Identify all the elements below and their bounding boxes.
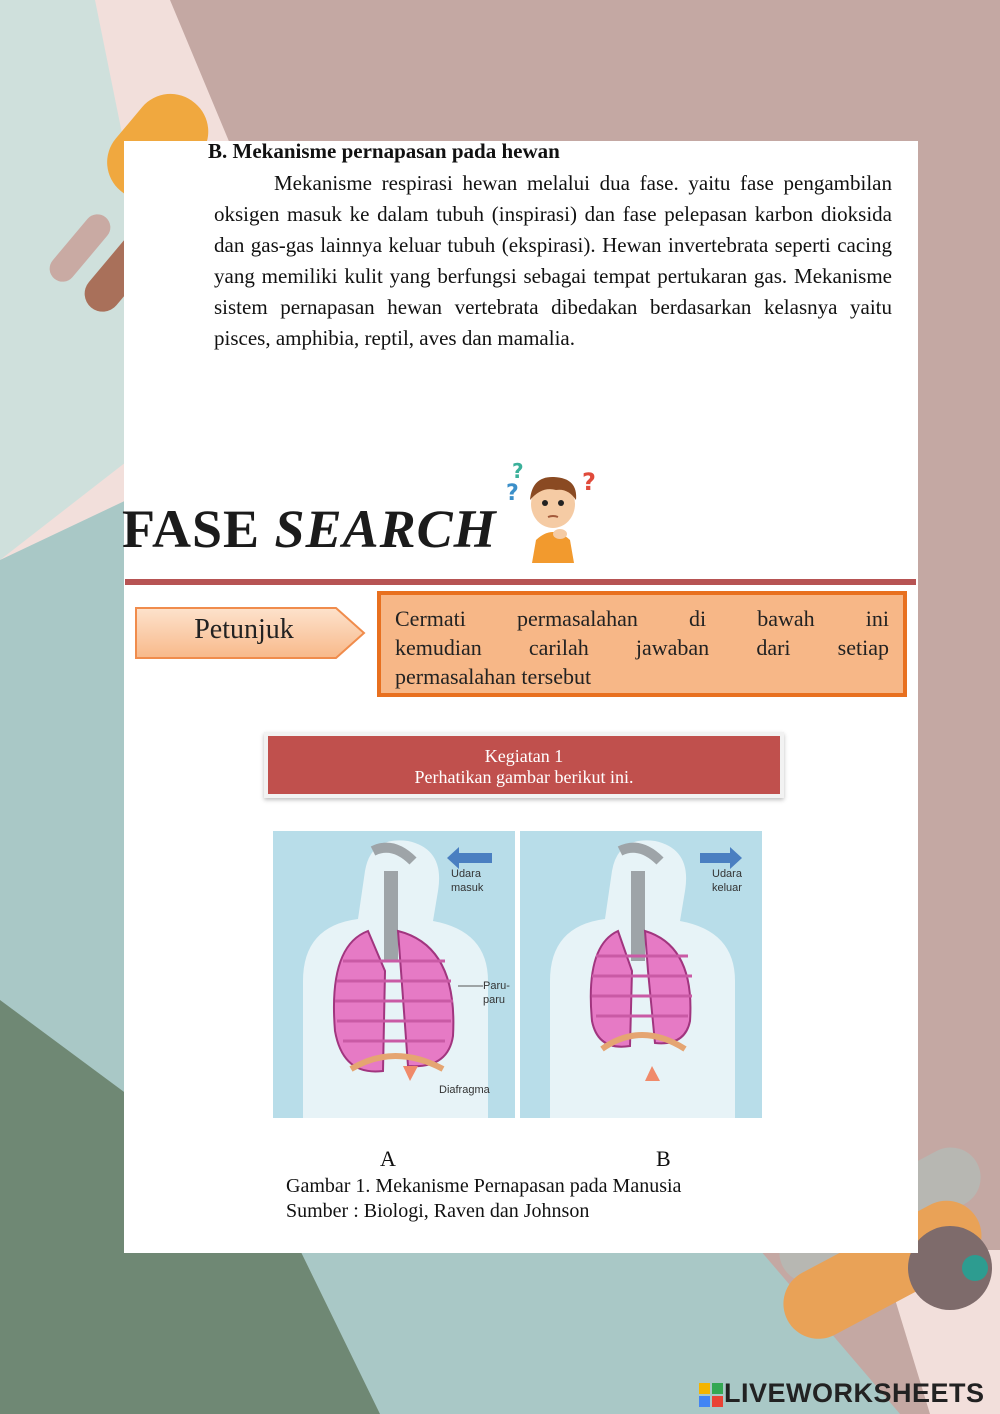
air-label: keluar bbox=[712, 882, 742, 894]
air-label: Udara bbox=[712, 868, 742, 880]
instruction-box bbox=[377, 591, 907, 697]
figure-a-inspiration bbox=[273, 831, 515, 1118]
thinking-boy-icon bbox=[498, 460, 608, 565]
diaphragm-label: Diafragma bbox=[439, 1084, 490, 1096]
petunjuk-label: Petunjuk bbox=[194, 614, 294, 645]
fase-word: FASE bbox=[122, 499, 261, 559]
caption-source: Sumber : Biologi, Raven dan Johnson bbox=[286, 1200, 590, 1222]
svg-text:?: ? bbox=[582, 468, 596, 496]
section-title: B. Mekanisme pernapasan pada hewan bbox=[208, 139, 560, 163]
fase-search-heading bbox=[122, 498, 497, 560]
air-label: masuk bbox=[451, 882, 484, 894]
svg-text:?: ? bbox=[512, 460, 524, 483]
svg-text:?: ? bbox=[506, 481, 519, 506]
kegiatan-subtitle: Perhatikan gambar berikut ini. bbox=[414, 767, 634, 787]
liveworksheets-logo-icon bbox=[698, 1382, 724, 1408]
liveworksheets-text: LIVEWORKSHEETS bbox=[724, 1378, 985, 1408]
caption-title: Gambar 1. Mekanisme Pernapasan pada Manusia bbox=[286, 1175, 682, 1197]
figure-caption bbox=[286, 1174, 681, 1224]
lungs-label: Paru- bbox=[483, 980, 510, 992]
section-paragraph: Mekanisme respirasi hewan melalui dua fase. yaitu fase pengambilan oksigen masuk ke dalam tubuh (inspirasi) dan fase pelepasan karbon dioksida dan gas-gas lainnya keluar tubuh (ekspirasi). Hewan invertebrata seperti cacing yang memiliki kulit yang berfungsi sebagai tempat pertukaran gas. Mekanisme sistem pernapasan hewan vertebrata dibedakan berdasarkan kelasnya yaitu pisces, amphibia, reptil, aves dan mamalia. bbox=[214, 171, 892, 350]
section-divider bbox=[125, 579, 916, 585]
kegiatan-banner bbox=[264, 732, 784, 798]
instruction-line: kemudian carilah jawaban dari setiap bbox=[395, 635, 889, 660]
search-word: SEARCH bbox=[274, 499, 497, 559]
air-label: Udara bbox=[451, 868, 481, 880]
figure-b-expiration bbox=[520, 831, 762, 1118]
instruction-line: Cermati permasalahan di bawah ini bbox=[395, 606, 889, 631]
lungs-label: paru bbox=[483, 994, 506, 1006]
kegiatan-title: Kegiatan 1 bbox=[484, 746, 564, 766]
figure-a-label: A bbox=[380, 1146, 396, 1171]
figure-b-label: B bbox=[656, 1146, 671, 1171]
instruction-line: permasalahan tersebut bbox=[395, 664, 592, 689]
liveworksheets-logo bbox=[698, 1378, 985, 1409]
